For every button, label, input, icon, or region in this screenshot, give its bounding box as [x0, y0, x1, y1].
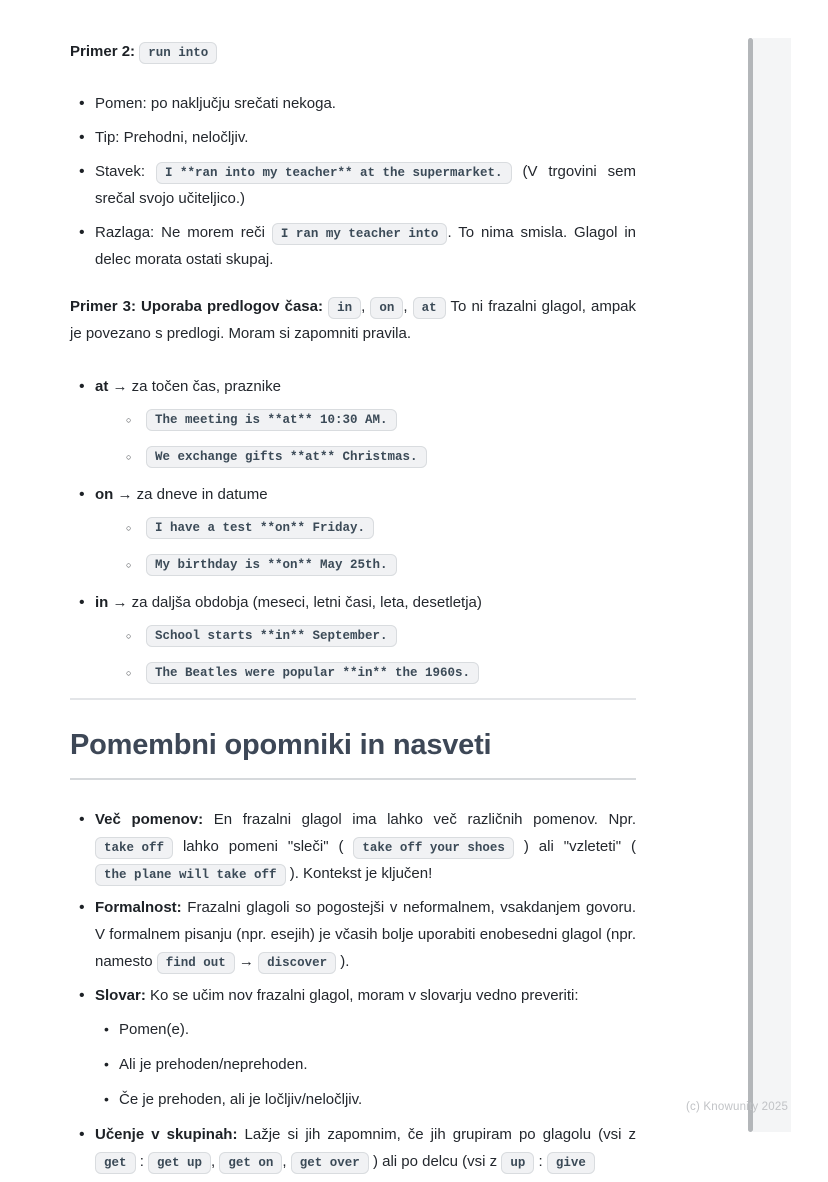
example-item [95, 623, 636, 647]
note-label: Učenje v skupinah: [95, 1126, 238, 1143]
code-chip-on: on [370, 297, 403, 319]
list-item: • Ali je prehoden/neprehoden. [95, 1051, 636, 1078]
code-chip-get-up: get up [148, 1152, 211, 1174]
list-item [70, 219, 636, 273]
preposition-desc: → za daljša obdobja (meseci, letni časi, leta, desetletja) [112, 594, 482, 611]
list-item [70, 158, 636, 212]
examples-list [95, 515, 636, 576]
watermark: (c) Knowunity 2025 [686, 1101, 789, 1113]
code-chip-stavek: I **ran into my teacher** at the supermarket. [156, 162, 512, 184]
document-content [70, 38, 636, 1182]
list-item: • Pomen: po naključju srečati nekoga. [70, 90, 636, 117]
note-text: ). [340, 953, 350, 970]
primer2-title-line [70, 38, 636, 65]
list-item-on [70, 481, 636, 576]
right-page-gutter [753, 38, 791, 1132]
example-item [95, 552, 636, 576]
preposition-desc: → za točen čas, praznike [112, 378, 281, 395]
code-chip-at: at [413, 297, 446, 319]
preposition-word: at [95, 378, 109, 395]
code-chip-example: I have a test **on** Friday. [146, 517, 374, 539]
note-label: Formalnost: [95, 899, 182, 916]
example-item [95, 515, 636, 539]
code-chip-example: We exchange gifts **at** Christmas. [146, 446, 427, 468]
code-chip-up: up [501, 1152, 534, 1174]
list-item-slovar [70, 982, 636, 1113]
list-item-in [70, 589, 636, 684]
colon-separator: : [538, 1153, 543, 1170]
preposition-word: in [95, 594, 109, 611]
primer3-after: To ni frazalni glagol, ampak je povezano s predlogi. Moram si zapomniti pravila. [70, 298, 637, 342]
code-chip-give: give [547, 1152, 595, 1174]
arrow-glyph: → [238, 953, 254, 970]
code-chip-example: My birthday is **on** May 25th. [146, 554, 397, 576]
page-title: Pomembni opomniki in nasveti [70, 727, 636, 780]
list-item: • Pomen(e). [95, 1016, 636, 1043]
example-item [95, 660, 636, 684]
code-chip-take-off-shoes: take off your shoes [353, 837, 514, 859]
code-chip-get-on: get on [219, 1152, 282, 1174]
preposition-word: on [95, 486, 114, 503]
note-text: Ko se učim nov frazalni glagol, moram v slovarju vedno preveriti: [150, 987, 579, 1004]
code-chip-example: The Beatles were popular **in** the 1960s. [146, 662, 479, 684]
section-divider [70, 698, 636, 700]
primer2-list [70, 90, 636, 273]
note-label: Slovar: [95, 987, 146, 1004]
list-item-formalnost [70, 894, 636, 975]
code-chip-run-into: run into [139, 42, 217, 64]
example-item [95, 407, 636, 431]
note-text: lahko pomeni "sleči" ( [182, 838, 344, 855]
code-chip-find-out: find out [157, 952, 235, 974]
code-chip-example: The meeting is **at** 10:30 AM. [146, 409, 397, 431]
note-text: En frazalni glagol ima lahko več različnih pomenov. Npr. [213, 811, 636, 828]
note-label: Več pomenov: [95, 811, 204, 828]
notes-list [70, 806, 636, 1175]
note-text: ). Kontekst je ključen! [289, 865, 433, 882]
list-item: • Če je prehoden, ali je ločljiv/neločljiv. [95, 1086, 636, 1113]
code-chip-in: in [328, 297, 361, 319]
colon-separator: : [139, 1153, 144, 1170]
razlaga-after: . To nima smisla. Glagol in delec morata ostati skupaj. [95, 224, 636, 268]
primer3-title: Primer 3: Uporaba predlogov časa: [70, 298, 323, 315]
primer2-title: Primer 2: [70, 43, 136, 60]
razlaga-before: Razlaga: Ne morem reči [95, 224, 265, 241]
stavek-label: Stavek: [95, 163, 146, 180]
list-item-vec-pomenov [70, 806, 636, 887]
example-item [95, 444, 636, 468]
note-text: Lažje si jih zapomnim, če jih grupiram po glagolu (vsi z [244, 1126, 636, 1143]
code-chip-example: School starts **in** September. [146, 625, 397, 647]
code-chip-plane-take-off: the plane will take off [95, 864, 286, 886]
note-text: Frazalni glagoli so pogostejši v neformalnem, vsakdanjem govoru. V formalnem pisanju (npr. esejih) je včasih bolje uporabiti enobesedni glagol (npr. namesto [95, 899, 636, 970]
slovar-sublist [95, 1016, 636, 1113]
list-item-ucenje [70, 1121, 636, 1175]
prepositions-list [70, 373, 636, 684]
separator: , [403, 298, 408, 315]
examples-list [95, 407, 636, 468]
scrollbar-thumb[interactable] [748, 38, 753, 1132]
code-chip-get-over: get over [291, 1152, 369, 1174]
stavek-after: (V trgovini sem srečal svojo učiteljico.) [95, 163, 637, 207]
list-item-at [70, 373, 636, 468]
primer3-paragraph [70, 293, 636, 347]
note-text: ) ali "vzleteti" ( [523, 838, 637, 855]
code-chip-razlaga: I ran my teacher into [272, 223, 448, 245]
code-chip-take-off: take off [95, 837, 173, 859]
note-text: ) ali po delcu (vsi z [372, 1153, 498, 1170]
separator: , [361, 298, 366, 315]
code-chip-get: get [95, 1152, 136, 1174]
separator: , [282, 1153, 287, 1170]
code-chip-discover: discover [258, 952, 336, 974]
preposition-desc: → za dneve in datume [117, 486, 268, 503]
examples-list [95, 623, 636, 684]
list-item: • Tip: Prehodni, neločljiv. [70, 124, 636, 151]
separator: , [211, 1153, 216, 1170]
